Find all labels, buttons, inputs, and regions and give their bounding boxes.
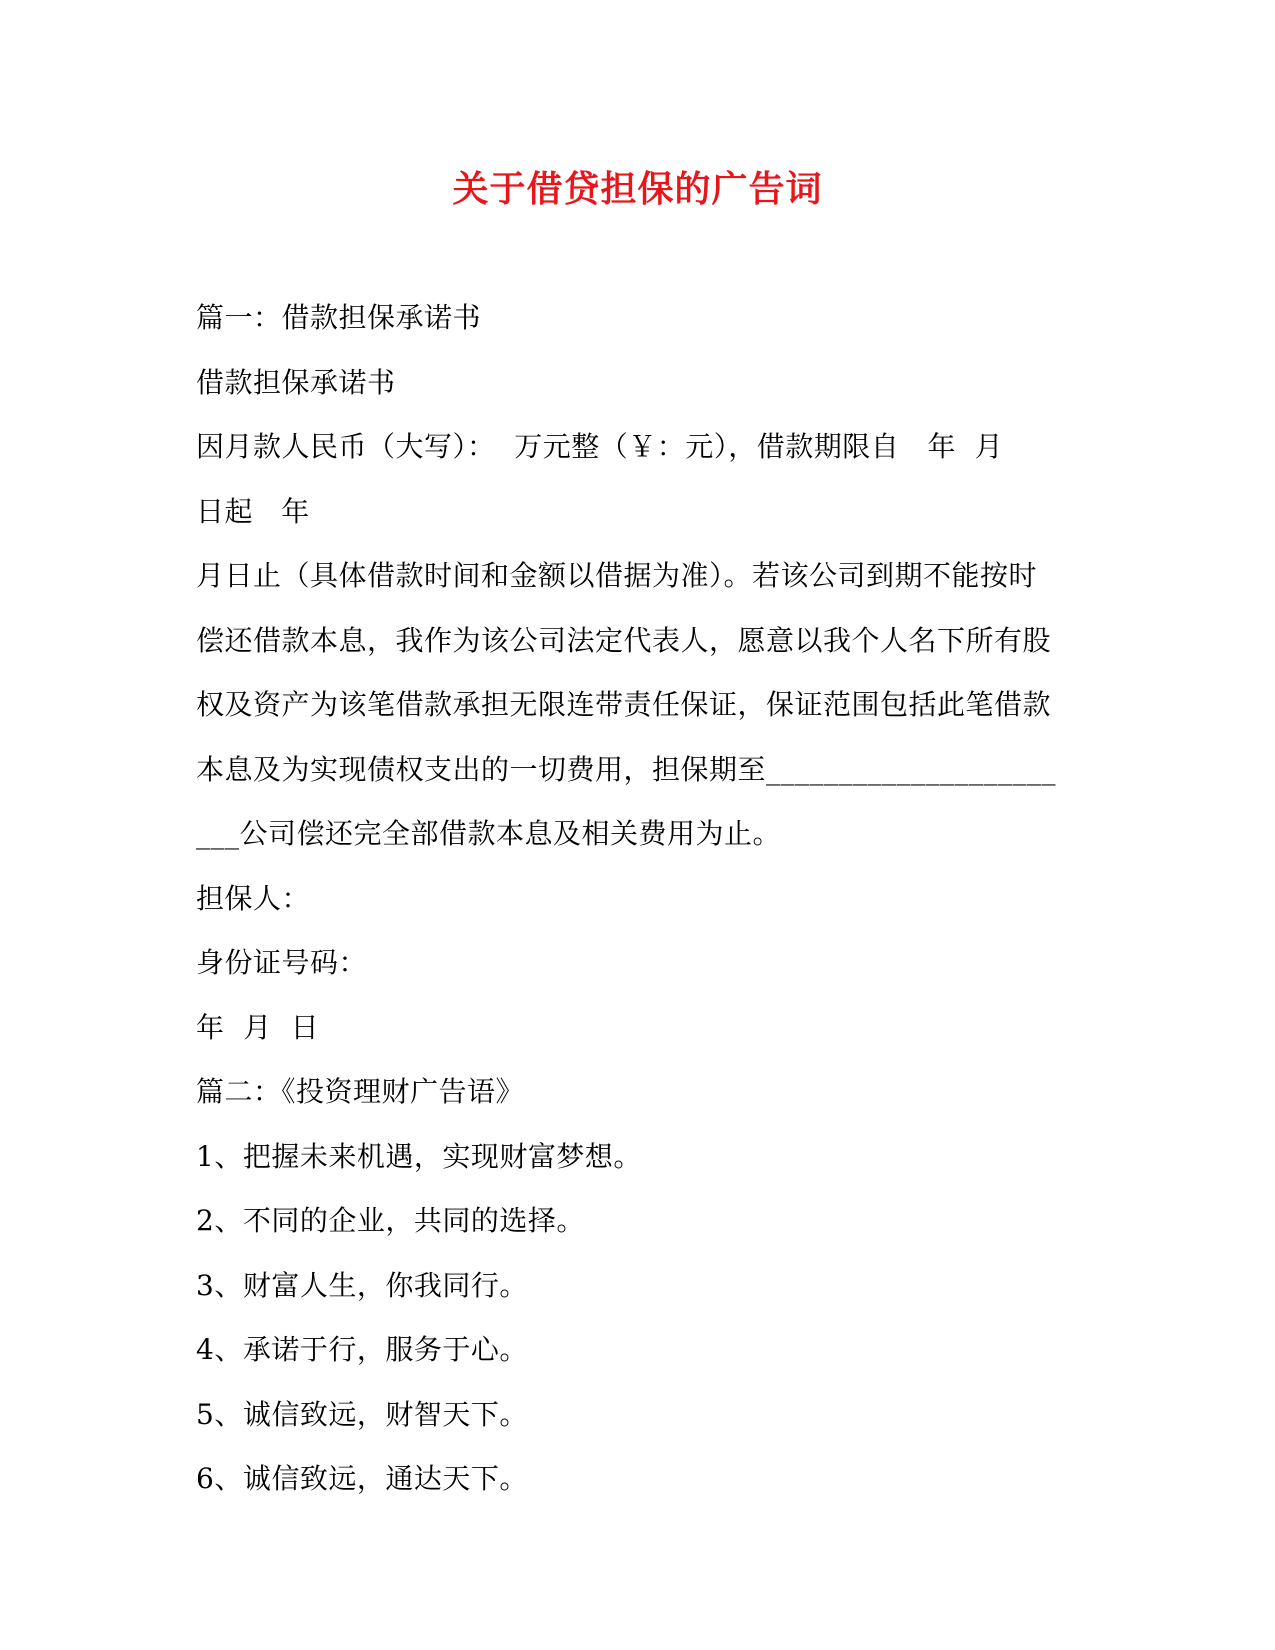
- guarantor-label: 担保人：: [196, 881, 311, 915]
- slogan-item: 6、诚信致远，通达天下。: [196, 1462, 528, 1495]
- slogan-item: 3、财富人生，你我同行。: [196, 1268, 528, 1302]
- section-heading-2: 篇二：《投资理财广告语》: [196, 1075, 525, 1108]
- id-number-label: 身份证号码：: [196, 946, 368, 979]
- document-body: [196, 286, 1076, 1512]
- body-line: 本息及为实现债权支出的一切费用，担保期至____________________: [196, 752, 1057, 786]
- body-line: 权及资产为该笔借款承担无限连带责任保证，保证范围包括此笔借款: [196, 688, 1052, 721]
- body-line: 日起 年: [196, 494, 310, 528]
- document-title: 关于借贷担保的广告词: [452, 168, 823, 210]
- slogan-item: 1、把握未来机遇，实现财富梦想。: [196, 1139, 642, 1173]
- section-heading-1: 篇一：借款担保承诺书: [196, 301, 482, 334]
- slogan-item: 4、承诺于行，服务于心。: [196, 1333, 528, 1366]
- date-line: 年 月 日: [196, 1010, 320, 1044]
- slogan-item: 2、不同的企业，共同的选择。: [196, 1204, 585, 1237]
- subheading-guarantee-letter: 借款担保承诺书: [196, 365, 396, 399]
- body-line: ___公司偿还完全部借款本息及相关费用为止。: [196, 817, 782, 850]
- body-line: 偿还借款本息，我作为该公司法定代表人，愿意以我个人名下所有股: [196, 623, 1052, 657]
- slogan-item: 5、诚信致远，财智天下。: [196, 1397, 528, 1431]
- body-line: 月日止（具体借款时间和金额以借据为准）。若该公司到期不能按时: [196, 559, 1038, 592]
- body-line: 因月款人民币（大写）： 万元整（￥：元），借款期限自 年 月: [196, 430, 1004, 463]
